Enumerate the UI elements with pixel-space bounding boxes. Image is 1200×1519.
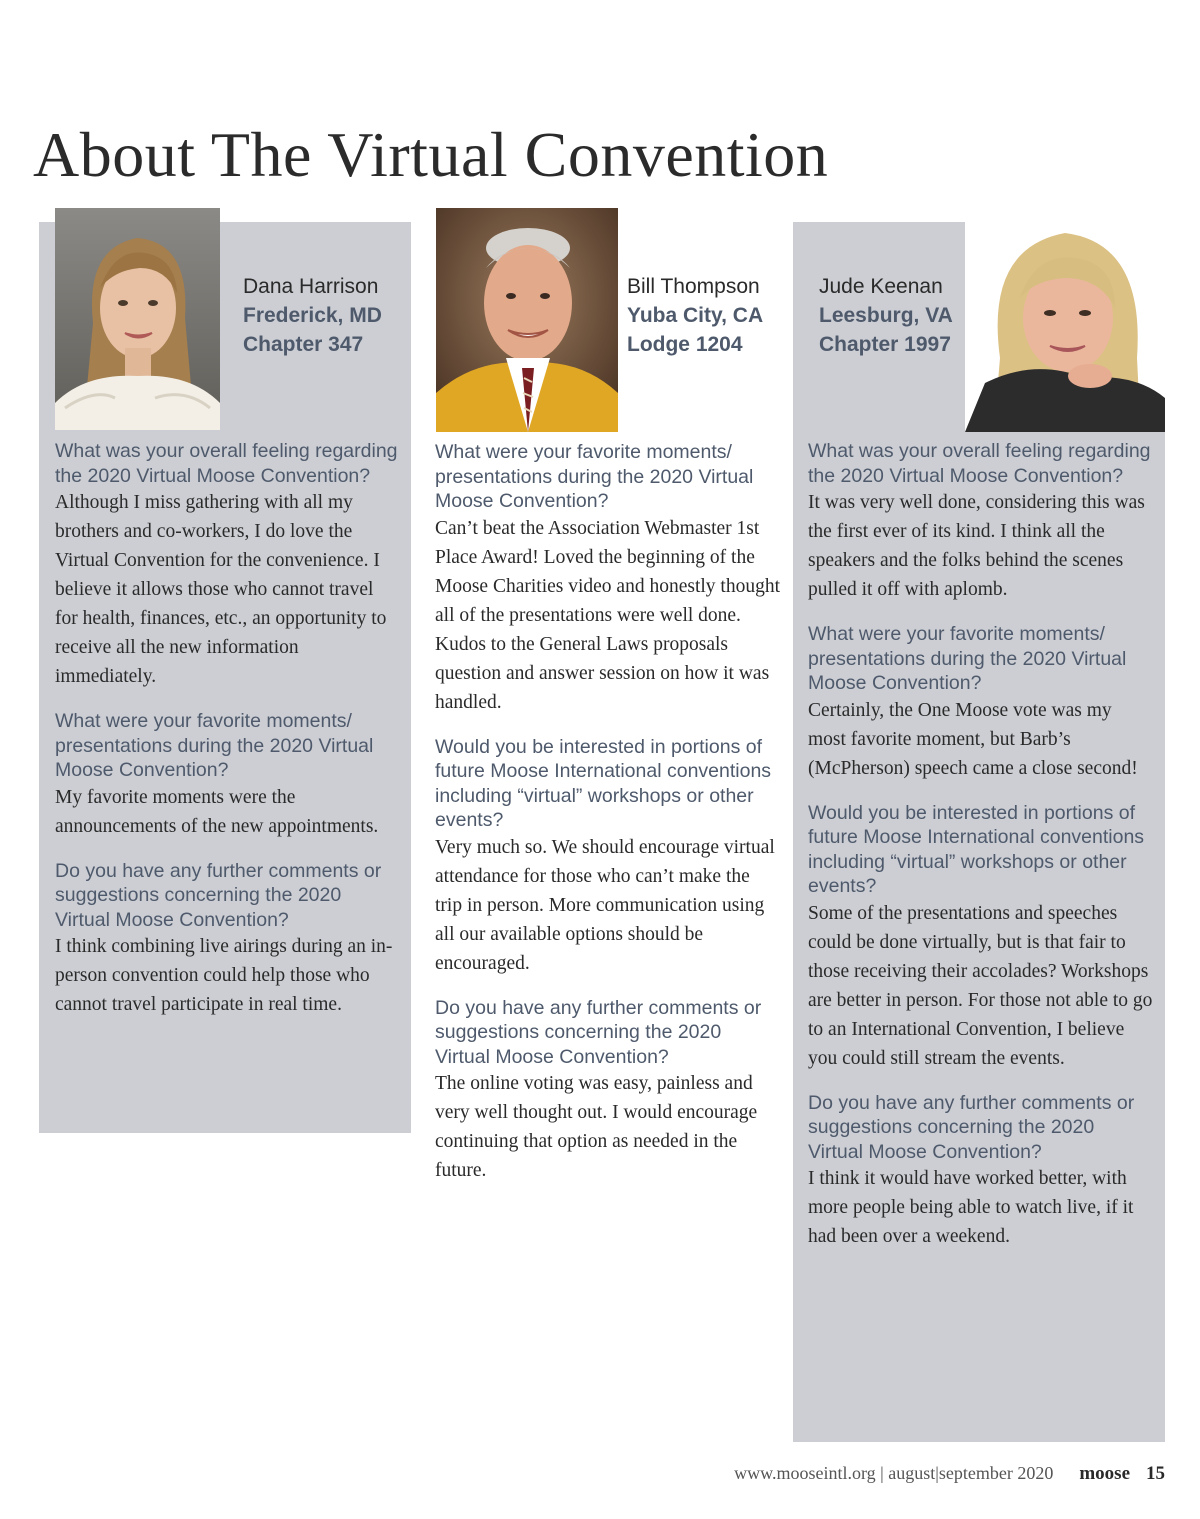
person-location: Leesburg, VA	[819, 304, 953, 327]
question: Would you be interested in portions of future Moose International conventions including “virtual” workshops or other events?	[808, 801, 1145, 897]
person-unit: Chapter 347	[243, 333, 364, 356]
question: What was your overall feeling regarding the 2020 Virtual Moose Convention?	[808, 440, 1151, 487]
name-block-dana-harrison	[243, 272, 382, 359]
answer: The online voting was easy, painless and very well thought out. I would encourage continuing that option as needed in the future.	[435, 1073, 758, 1181]
name-block-jude-keenan	[819, 272, 953, 359]
person-name: Bill Thompson	[627, 275, 760, 298]
answer: Some of the presentations and speeches could be done virtually, but is that fair to those receiving their accolades? Workshops are better in person. For those not able to go to an International Convention, I believe you could still stream the events.	[808, 902, 1153, 1069]
answer: I think it would have worked better, with more people being able to watch live, if it had been over a weekend.	[808, 1168, 1134, 1247]
answer: Very much so. We should encourage virtual attendance for those who can’t make the trip in person. More communication using all our available options should be encouraged.	[435, 836, 775, 974]
question: What was your overall feeling regarding the 2020 Virtual Moose Convention?	[55, 440, 398, 487]
answer: It was very well done, considering this was the first ever of its kind. I think all the speakers and the folks behind the scenes pulled it off with aplomb.	[808, 492, 1145, 600]
person-unit: Lodge 1204	[627, 333, 743, 356]
person-location: Yuba City, CA	[627, 304, 764, 327]
person-location: Frederick, MD	[243, 304, 382, 327]
qa-column-dana	[55, 439, 400, 1037]
page-title: About The Virtual Convention	[33, 119, 829, 190]
footer-website: www.mooseintl.org | august|september 2020	[734, 1463, 1054, 1483]
question: Do you have any further comments or suggestions concerning the 2020 Virtual Moose Convention?	[55, 859, 382, 931]
question: Would you be interested in portions of future Moose International conventions including “virtual” workshops or other events?	[435, 735, 772, 831]
page-number: 15	[1146, 1463, 1165, 1484]
photo-jude-keenan	[965, 208, 1165, 432]
qa-column-bill	[435, 440, 780, 1203]
answer: Can’t beat the Association Webmaster 1st Place Award! Loved the beginning of the Moose Charities video and honestly thought all of the presentations were well done. Kudos to the General Laws proposals question and answer session on how it was handled.	[435, 517, 781, 713]
person-unit: Chapter 1997	[819, 333, 951, 356]
question: What were your favorite moments/ presentations during the 2020 Virtual Moose Convention?	[808, 623, 1127, 694]
name-block-bill-thompson	[627, 272, 763, 359]
qa-column-jude	[808, 439, 1153, 1269]
answer: My favorite moments were the announcements of the new appointments.	[55, 786, 379, 837]
question: Do you have any further comments or suggestions concerning the 2020 Virtual Moose Convention?	[435, 996, 762, 1068]
answer: I think combining live airings during an in-person convention could help those who cannot travel participate in real time.	[55, 936, 393, 1015]
page-footer	[0, 1463, 1165, 1485]
photo-dana-harrison	[55, 208, 220, 430]
question: Do you have any further comments or suggestions concerning the 2020 Virtual Moose Convention?	[808, 1091, 1135, 1163]
person-name: Dana Harrison	[243, 275, 379, 298]
photo-bill-thompson	[436, 208, 618, 432]
answer: Certainly, the One Moose vote was my most favorite moment, but Barb’s (McPherson) speech came a close second!	[808, 699, 1138, 779]
footer-brand: moose	[1079, 1463, 1130, 1484]
person-name: Jude Keenan	[819, 275, 943, 298]
question: What were your favorite moments/ presentations during the 2020 Virtual Moose Convention?	[55, 710, 374, 781]
question: What were your favorite moments/ presentations during the 2020 Virtual Moose Convention?	[435, 441, 754, 512]
answer: Although I miss gathering with all my brothers and co-workers, I do love the Virtual Convention for the convenience. I believe it allows those who cannot travel for health, finances, etc., an opportunity to receive all the new information immediately.	[55, 492, 387, 687]
